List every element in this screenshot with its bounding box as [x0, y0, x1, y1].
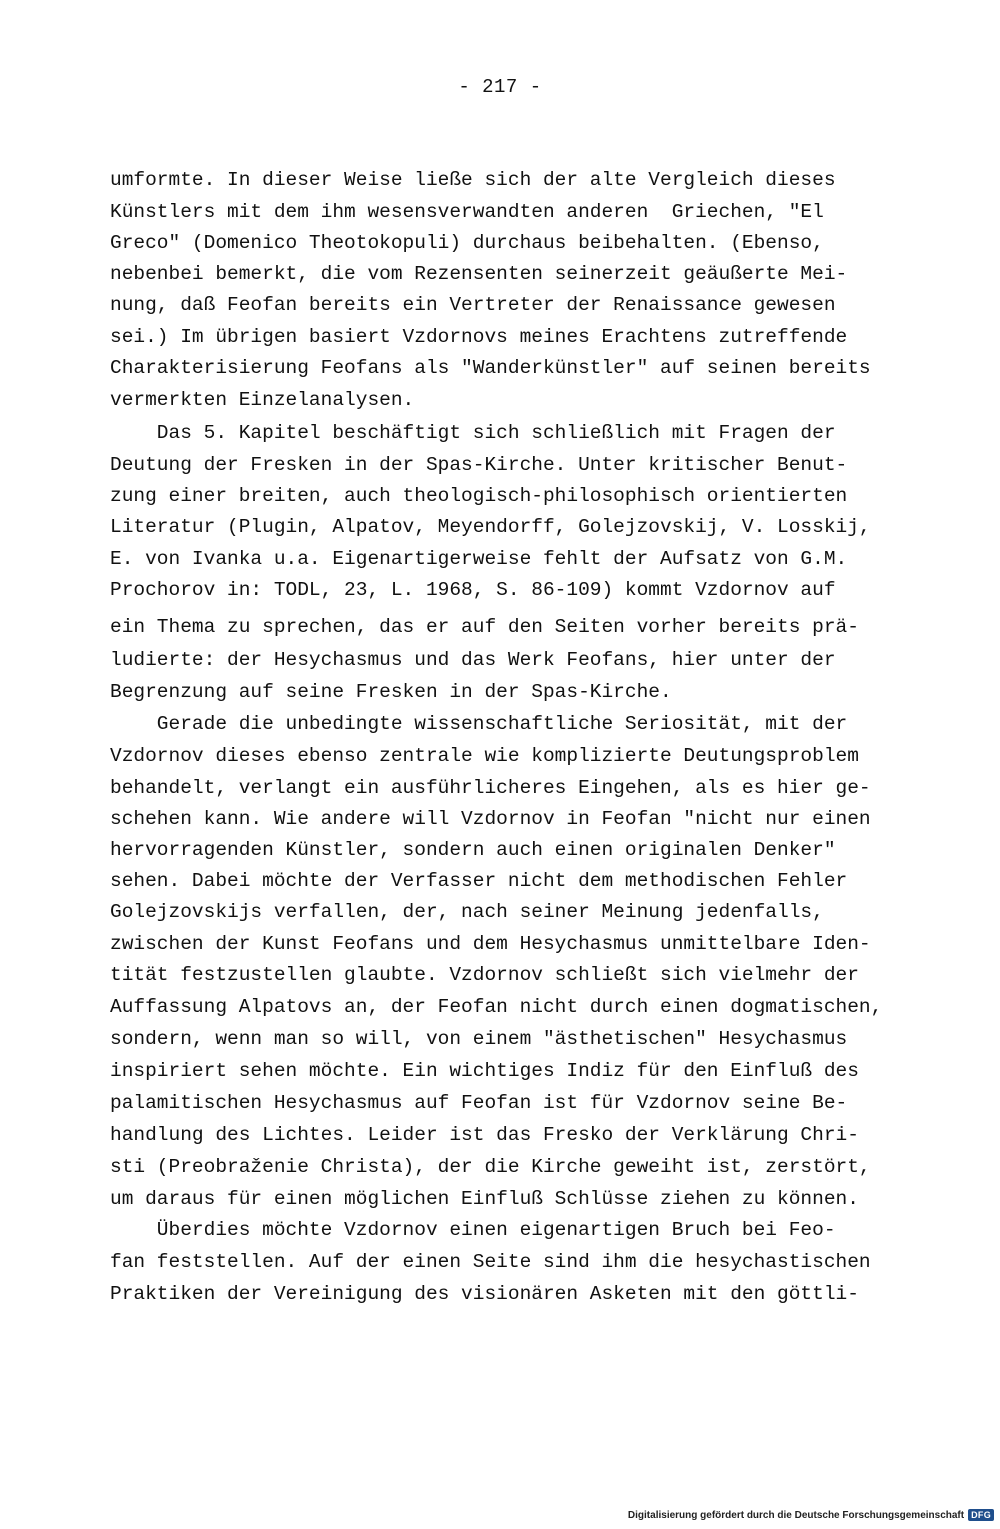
text-line: Begrenzung auf seine Fresken in der Spas-Kirche. — [110, 681, 672, 703]
text-line: Charakterisierung Feofans als "Wanderkünstler" auf seinen bereits — [110, 357, 871, 379]
text-line: schehen kann. Wie andere will Vzdornov in Feofan "nicht nur einen — [110, 808, 871, 830]
text-line: tität festzustellen glaubte. Vzdornov schließt sich vielmehr der — [110, 964, 859, 986]
text-line: Greco" (Domenico Theotokopuli) durchaus beibehalten. (Ebenso, — [110, 232, 824, 254]
funding-note: Digitalisierung gefördert durch die Deutsche Forschungsgemeinschaft — [627, 1509, 965, 1521]
text-line: hervorragenden Künstler, sondern auch einen originalen Denker" — [110, 839, 836, 861]
page-number: - 217 - — [458, 76, 542, 98]
text-line: handlung des Lichtes. Leider ist das Fresko der Verklärung Chri- — [110, 1124, 859, 1146]
text-line: sondern, wenn man so will, von einem "ästhetischen" Hesychasmus — [110, 1028, 848, 1050]
text-line: sei.) Im übrigen basiert Vzdornovs meines Erachtens zutreffende — [110, 326, 848, 348]
text-line: ludierte: der Hesychasmus und das Werk Feofans, hier unter der — [110, 649, 836, 671]
text-line: behandelt, verlangt ein ausführlicheres Eingehen, als es hier ge- — [110, 777, 871, 799]
text-line: Auffassung Alpatovs an, der Feofan nicht durch einen dogmatischen, — [110, 996, 883, 1018]
text-line: Literatur (Plugin, Alpatov, Meyendorff, Golejzovskij, V. Losskij, — [110, 516, 871, 538]
text-line: vermerkten Einzelanalysen. — [110, 389, 415, 411]
text-line: sti (Preobraženie Christa), der die Kirche geweiht ist, zerstört, — [110, 1156, 871, 1178]
text-line: umformte. In dieser Weise ließe sich der alte Vergleich dieses — [110, 169, 836, 191]
dfg-logo: DFG — [968, 1509, 994, 1521]
text-line: Gerade die unbedingte wissenschaftliche Seriosität, mit der — [110, 713, 848, 735]
text-line: nung, daß Feofan bereits ein Vertreter der Renaissance gewesen — [110, 294, 836, 316]
text-line: Überdies möchte Vzdornov einen eigenartigen Bruch bei Feo- — [110, 1219, 836, 1241]
text-line: Prochorov in: TODL, 23, L. 1968, S. 86-109) kommt Vzdornov auf — [110, 579, 836, 601]
text-line: Künstlers mit dem ihm wesensverwandten anderen Griechen, "El — [110, 201, 824, 223]
text-line: fan feststellen. Auf der einen Seite sind ihm die hesychastischen — [110, 1251, 871, 1273]
text-line: zung einer breiten, auch theologisch-philosophisch orientierten — [110, 485, 848, 507]
text-line: palamitischen Hesychasmus auf Feofan ist für Vzdornov seine Be- — [110, 1092, 848, 1114]
text-line: nebenbei bemerkt, die vom Rezensenten seinerzeit geäußerte Mei- — [110, 263, 848, 285]
text-line: sehen. Dabei möchte der Verfasser nicht dem methodischen Fehler — [110, 870, 848, 892]
text-line: E. von Ivanka u.a. Eigenartigerweise fehlt der Aufsatz von G.M. — [110, 548, 848, 570]
text-line: Das 5. Kapitel beschäftigt sich schließlich mit Fragen der — [110, 422, 836, 444]
text-line: Deutung der Fresken in der Spas-Kirche. Unter kritischer Benut- — [110, 454, 848, 476]
funding-footer — [628, 1509, 994, 1521]
text-line: ein Thema zu sprechen, das er auf den Seiten vorher bereits prä- — [110, 616, 859, 638]
text-line: Praktiken der Vereinigung des visionären Asketen mit den göttli- — [110, 1283, 859, 1305]
text-line: Golejzovskijs verfallen, der, nach seiner Meinung jedenfalls, — [110, 901, 824, 923]
text-line: inspiriert sehen möchte. Ein wichtiges Indiz für den Einfluß des — [110, 1060, 859, 1082]
text-line: zwischen der Kunst Feofans und dem Hesychasmus unmittelbare Iden- — [110, 933, 871, 955]
text-line: Vzdornov dieses ebenso zentrale wie komplizierte Deutungsproblem — [110, 745, 859, 767]
text-line: um daraus für einen möglichen Einfluß Schlüsse ziehen zu können. — [110, 1188, 859, 1210]
